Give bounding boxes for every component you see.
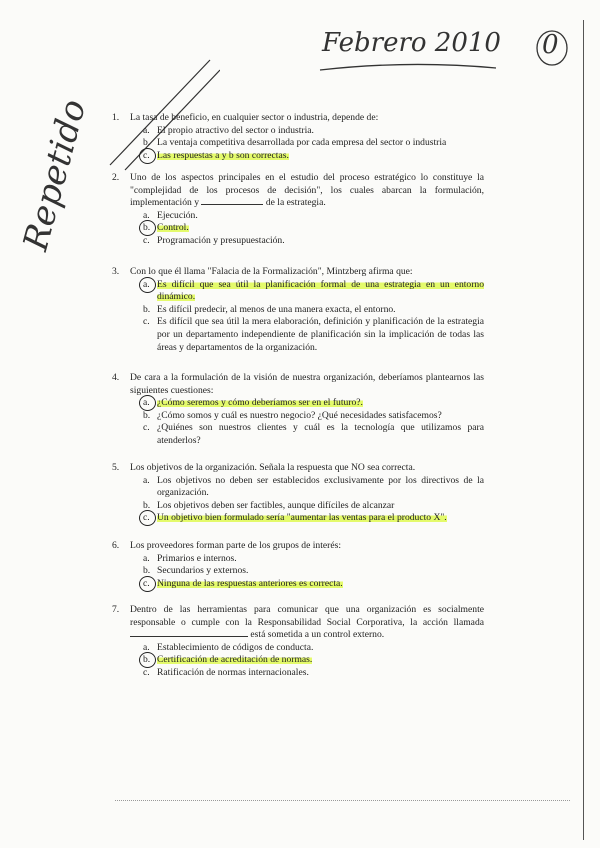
option-letter: b.	[143, 409, 151, 421]
option-a-selected[interactable]	[143, 397, 484, 410]
question-number: 2.	[112, 172, 120, 183]
question-text-after: de la estrategia.	[265, 197, 326, 209]
option-b-selected[interactable]	[143, 654, 484, 667]
option-letter: c.	[143, 316, 150, 328]
option-letter: c.	[143, 422, 150, 434]
highlighted-answer: Control.	[157, 222, 189, 234]
option-b[interactable]	[143, 304, 484, 317]
highlighted-answer: Ninguna de las respuestas anteriores es correcta.	[157, 577, 343, 589]
option-letter	[143, 578, 157, 591]
date-underline	[318, 60, 498, 74]
option-letter	[143, 279, 157, 304]
option-text: Programación y presupuestación.	[157, 234, 285, 246]
option-text: ¿Cómo somos y cuál es nuestro negocio? ¿Qué necesidades satisfacemos?	[157, 409, 442, 421]
option-letter	[143, 654, 157, 667]
answer-circle	[139, 220, 156, 236]
option-text: Primarios e internos.	[157, 552, 237, 564]
option-letter: a.	[143, 474, 150, 486]
option-b-selected[interactable]	[143, 222, 484, 235]
question-text-after: está sometida a un control externo.	[250, 629, 385, 641]
answer-circle	[139, 652, 156, 668]
question-number: 3.	[112, 266, 120, 277]
option-c[interactable]	[143, 422, 484, 447]
fill-blank	[130, 636, 248, 637]
question-text	[130, 172, 484, 210]
question-number: 6.	[112, 540, 120, 551]
option-text: La ventaja competitiva desarrollada por cada empresa del sector o industria	[157, 137, 447, 149]
option-letter: a.	[143, 209, 150, 221]
option-a[interactable]	[143, 210, 484, 223]
option-a[interactable]	[143, 475, 484, 500]
option-letter: b.	[143, 303, 151, 315]
question-number: 4.	[112, 372, 120, 383]
question-5	[112, 462, 484, 525]
option-letter: b.	[143, 565, 151, 577]
letter-text: a.	[143, 278, 150, 290]
answer-circle	[139, 148, 156, 164]
option-letter: b.	[143, 137, 151, 149]
question-4	[112, 372, 484, 448]
option-c[interactable]	[143, 235, 484, 248]
letter-text: c.	[143, 149, 150, 161]
question-text: La tasa de beneficio, en cualquier sector o industria, depende de:	[130, 112, 379, 123]
option-text: El propio atractivo del sector o industria.	[157, 124, 314, 136]
question-text: Los objetivos de la organización. Señala la respuesta que NO sea correcta.	[130, 462, 416, 473]
question-number: 1.	[112, 112, 120, 123]
answer-circle	[139, 277, 156, 293]
letter-text: b.	[143, 654, 151, 666]
question-number: 5.	[112, 462, 120, 473]
option-text: Los objetivos deben ser factibles, aunque difíciles de alcanzar	[157, 499, 395, 511]
letter-text: c.	[143, 512, 150, 524]
question-text	[130, 604, 484, 642]
question-2	[112, 172, 484, 248]
option-c-selected[interactable]	[143, 150, 484, 163]
answer-circle	[139, 395, 156, 411]
fill-blank	[201, 204, 263, 205]
option-letter: c.	[143, 666, 150, 678]
letter-text: b.	[143, 222, 151, 234]
option-text: Los objetivos no deben ser establecidos exclusivamente por los directivos de la organización.	[157, 474, 484, 499]
question-text-before: Uno de los aspectos principales en el estudio del proceso estratégico lo constituye la "complejidad de los procesos de decisión", los cuales abarcan la formulación, implementación y	[130, 172, 484, 209]
page-edge-line	[583, 20, 584, 840]
question-text: Los proveedores forman parte de los grupos de interés:	[130, 540, 341, 551]
option-c[interactable]	[143, 667, 484, 680]
handwritten-date: Febrero 2010	[322, 28, 501, 58]
option-text: Es difícil predecir, al menos de una manera exacta, el entorno.	[157, 303, 396, 315]
question-7	[112, 604, 484, 680]
option-letter	[143, 150, 157, 163]
option-letter: b.	[143, 499, 151, 511]
option-letter: a.	[143, 552, 150, 564]
question-number: 7.	[112, 604, 120, 615]
option-c-selected[interactable]	[143, 512, 484, 525]
option-c-selected[interactable]	[143, 578, 484, 591]
letter-text: a.	[143, 397, 150, 409]
option-text: Es difícil que sea útil la mera elaboración, definición y planificación de la estrategia por un departamento independiente de planificación sin la implicación de todas las áreas y departamentos de la organización.	[157, 316, 484, 353]
option-b[interactable]	[143, 410, 484, 423]
grade-circle	[532, 28, 572, 68]
answer-circle	[139, 510, 156, 526]
question-text: De cara a la formulación de la visión de nuestra organización, deberíamos plantearnos las siguientes cuestiones:	[130, 372, 484, 396]
option-b[interactable]	[143, 137, 484, 150]
option-letter	[143, 512, 157, 525]
highlighted-answer: Las respuestas a y b son correctas.	[157, 149, 289, 161]
option-letter	[143, 397, 157, 410]
option-b[interactable]	[143, 500, 484, 513]
highlighted-answer: Certificación de acreditación de normas.	[157, 654, 313, 666]
handwritten-grade: 0	[542, 30, 559, 60]
option-text: ¿Quiénes son nuestros clientes y cuál es la tecnología que utilizamos para atenderlos?	[157, 422, 484, 446]
option-a-selected[interactable]	[143, 279, 484, 304]
option-text: Ratificación de normas internacionales.	[157, 666, 309, 678]
footer-rule	[115, 800, 570, 801]
letter-text: c.	[143, 577, 150, 589]
option-text: Ejecución.	[157, 209, 198, 221]
option-a[interactable]	[143, 125, 484, 138]
option-letter: a.	[143, 641, 150, 653]
question-text-before: Dentro de las herramientas para comunicar que una organización es socialmente responsable o cumple con la Responsabilidad Social Corporativa, la acción llamada	[130, 604, 484, 628]
option-letter	[143, 222, 157, 235]
highlighted-answer: Un objetivo bien formulado sería "aumentar las ventas para el producto X".	[157, 512, 447, 524]
option-a[interactable]	[143, 553, 484, 566]
option-a[interactable]	[143, 642, 484, 655]
question-1	[112, 112, 484, 162]
option-c[interactable]	[143, 316, 484, 354]
option-letter: a.	[143, 124, 150, 136]
question-text: Con lo que él llama "Falacia de la Formalización", Mintzberg afirma que:	[130, 266, 413, 277]
highlighted-answer: ¿Cómo seremos y cómo deberíamos ser en el futuro?.	[157, 397, 363, 409]
question-6	[112, 540, 484, 590]
option-text: Establecimiento de códigos de conducta.	[157, 641, 314, 653]
question-3	[112, 266, 484, 354]
option-letter: c.	[143, 234, 150, 246]
answer-circle	[139, 576, 156, 592]
highlighted-answer: Es difícil que sea útil la planificación formal de una estrategia en un entorno dinámico.	[157, 278, 484, 303]
option-b[interactable]	[143, 565, 484, 578]
handwritten-stamp-repetido: Repetido	[15, 95, 95, 255]
option-text: Secundarios y externos.	[157, 565, 249, 577]
